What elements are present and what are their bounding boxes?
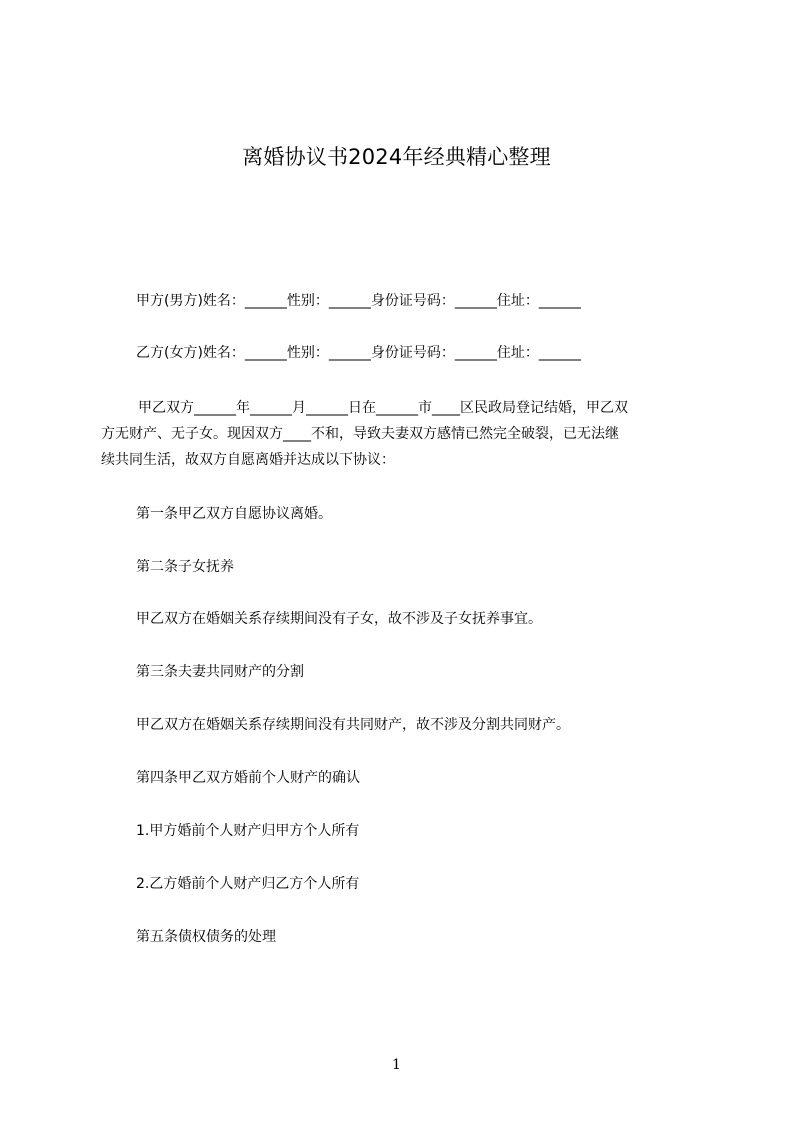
intro-paragraph xyxy=(101,398,711,476)
document-title: 离婚协议书2024年经典精心整理 xyxy=(242,145,551,169)
party-b-info: 乙方(女方)姓名：______性别：______身份证号码：______住址：______ xyxy=(136,345,581,361)
clause-4-item-1: 1.甲方婚前个人财产归甲方个人所有 xyxy=(136,823,360,839)
intro-line: 方无财产、无子女。现因双方____不和，导致夫妻双方感情已然完全破裂，已无法继 xyxy=(101,426,619,442)
clause-1-heading: 第一条甲乙双方自愿协议离婚。 xyxy=(136,506,332,522)
clause-4-heading: 第四条甲乙双方婚前个人财产的确认 xyxy=(136,770,360,786)
clause-2-heading: 第二条子女抚养 xyxy=(136,559,234,575)
clause-3-text: 甲乙双方在婚姻关系存续期间没有共同财产，故不涉及分割共同财产。 xyxy=(136,717,570,733)
clause-2-text: 甲乙双方在婚姻关系存续期间没有子女，故不涉及子女抚养事宜。 xyxy=(136,611,542,627)
clause-5-heading: 第五条债权债务的处理 xyxy=(136,929,276,945)
page-number: 1 xyxy=(392,1057,401,1073)
clause-4-item-2: 2.乙方婚前个人财产归乙方个人所有 xyxy=(136,876,360,892)
intro-line: 续共同生活，故双方自愿离婚并达成以下协议： xyxy=(101,452,395,468)
clause-3-heading: 第三条夫妻共同财产的分割 xyxy=(136,664,304,680)
party-a-info: 甲方(男方)姓名：______性别：______身份证号码：______住址：______ xyxy=(136,293,581,309)
intro-line: 甲乙双方______年______月______日在______市____区民政局登记结婚，甲乙双 xyxy=(138,400,628,416)
